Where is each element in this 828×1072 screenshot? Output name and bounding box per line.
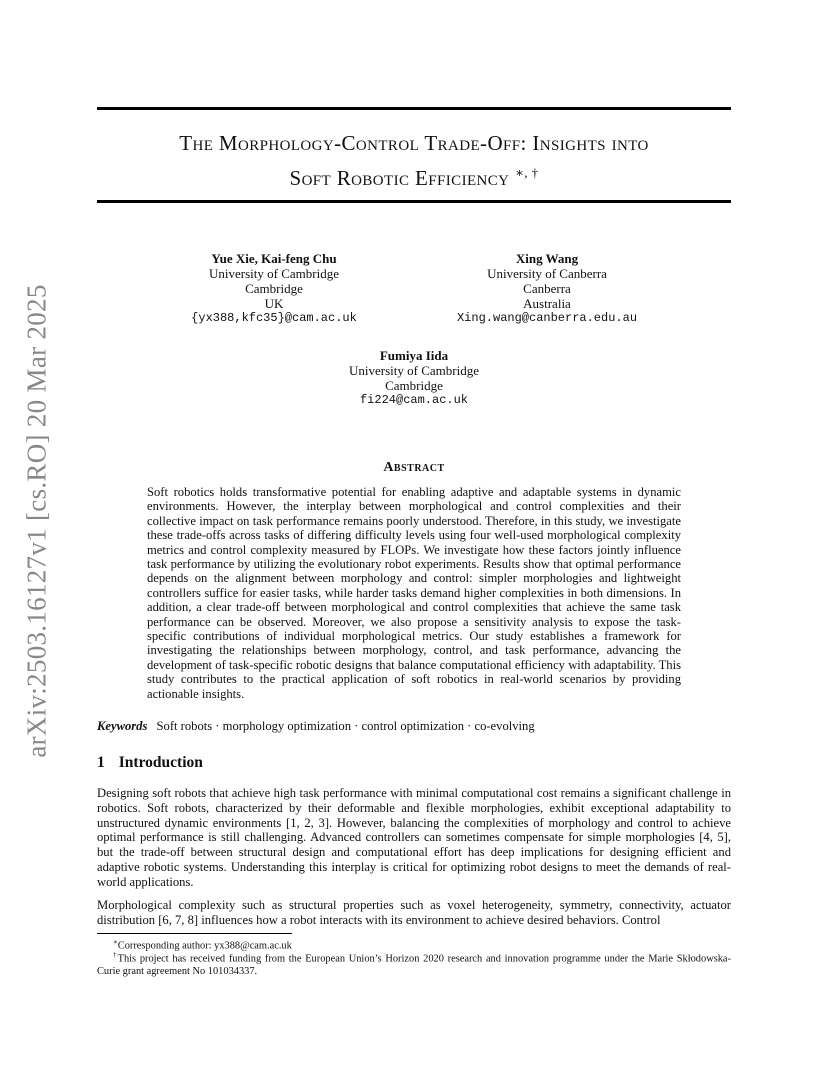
section-title: Introduction bbox=[118, 754, 203, 771]
author-city: Canberra bbox=[523, 281, 571, 296]
footnote-text: This project has received funding from the European Union’s Horizon 2020 research and innovation programme under the Marie Skłodowska-Curie grant agreement No 101034337. bbox=[97, 953, 732, 977]
author-name: Xing Wang bbox=[515, 251, 579, 266]
body-paragraph-2: Morphological complexity such as structural properties such as voxel heterogeneity, symmetry, connectivity, actuator distribution [6, 7, 8] influences how a robot interacts with its environment to achieve desired behaviors. Control bbox=[97, 898, 731, 927]
author-country: UK bbox=[264, 296, 284, 311]
author-email: Xing.wang@canberra.edu.au bbox=[456, 311, 638, 325]
author-country: Australia bbox=[523, 296, 571, 311]
footnote-2 bbox=[97, 949, 731, 978]
footnote-text: Corresponding author: yx388@cam.ac.uk bbox=[117, 940, 292, 952]
title-line-1: The Morphology-Control Trade-Off: Insights into bbox=[179, 131, 649, 155]
author-email: fi224@cam.ac.uk bbox=[359, 393, 469, 407]
author-block-2 bbox=[447, 251, 647, 326]
keywords-text: Soft robots · morphology optimization · control optimization · co-evolving bbox=[156, 719, 535, 733]
abstract-text: Soft robotics holds transformative potential for enabling adaptive and adaptable systems in dynamic environments. However, the interplay between morphological and control complexities and their collective impact on task performance remains poorly understood. Therefore, in this study, we investigate these trade-offs across tasks of differing difficulty levels using four well-used morphological complexity metrics and control complexity measured by FLOPs. We investigate how these factors jointly influence task performance by utilizing the evolutionary robot experiments. Results show that optimal performance depends on the alignment between morphology and control: simpler morphologies and lightweight controllers suffice for easier tasks, while harder tasks demand higher complexities in both dimensions. In addition, a clear trade-off between morphological and control complexities that achieve the same task performance can be observed. Moreover, we also propose a sensitivity analysis to expose the task-specific contributions of individual morphological metrics. Our study establishes a framework for investigating the relationships between morphology, control, and task performance, advancing the development of task-specific robotic designs that balance computational efficiency with adaptability. This study contributes to the practical application of soft robotics in real-world scenarios by providing actionable insights. bbox=[147, 485, 681, 701]
author-city: Cambridge bbox=[385, 378, 443, 393]
title-bottom-rule bbox=[97, 200, 731, 203]
arxiv-identifier: arXiv:2503.16127v1 [cs.RO] 20 Mar 2025 bbox=[21, 283, 52, 758]
author-block-3 bbox=[314, 348, 514, 408]
author-affiliation: University of Canberra bbox=[487, 266, 607, 281]
author-city: Cambridge bbox=[245, 281, 303, 296]
footnote-mark: † bbox=[113, 951, 118, 959]
keywords-line bbox=[97, 719, 737, 734]
footnote-rule bbox=[97, 933, 292, 934]
title-line-2-text: Soft Robotic Efficiency bbox=[289, 166, 510, 190]
author-name: Yue Xie, Kai-feng Chu bbox=[211, 251, 337, 266]
title-footnote-marks: ∗, † bbox=[515, 165, 539, 180]
author-affiliation: University of Cambridge bbox=[209, 266, 339, 281]
author-block-1 bbox=[174, 251, 374, 326]
title-top-rule bbox=[97, 107, 731, 110]
arxiv-side-stamp bbox=[22, 283, 52, 758]
body-paragraph-1: Designing soft robots that achieve high task performance with minimal computational cost remains a significant challenge in robotics. Soft robots, characterized by their deformable and flexible morphologies, exhibit exceptional adaptability to unstructured dynamic environments [1, 2, 3]. However, balancing the complexities of morphology and control to achieve optimal performance is still challenging. Advanced controllers can sometimes compensate for simple morphologies [4, 5], but the trade-off between structural design and computational effort has deep implications for designing efficient and adaptive robotic systems. Understanding this interplay is critical for optimizing robot designs to meet the demands of real-world applications. bbox=[97, 786, 731, 889]
paper-title bbox=[97, 128, 731, 193]
author-affiliation: University of Cambridge bbox=[349, 363, 479, 378]
author-name: Fumiya Iida bbox=[379, 348, 449, 363]
keywords-label: Keywords bbox=[97, 719, 148, 733]
section-number: 1 bbox=[97, 754, 105, 771]
section-heading bbox=[97, 754, 203, 772]
abstract-heading: Abstract bbox=[383, 460, 445, 475]
title-line-2 bbox=[97, 158, 731, 193]
footnote-mark: ∗ bbox=[113, 938, 118, 946]
author-email: {yx388,kfc35}@cam.ac.uk bbox=[191, 311, 357, 325]
